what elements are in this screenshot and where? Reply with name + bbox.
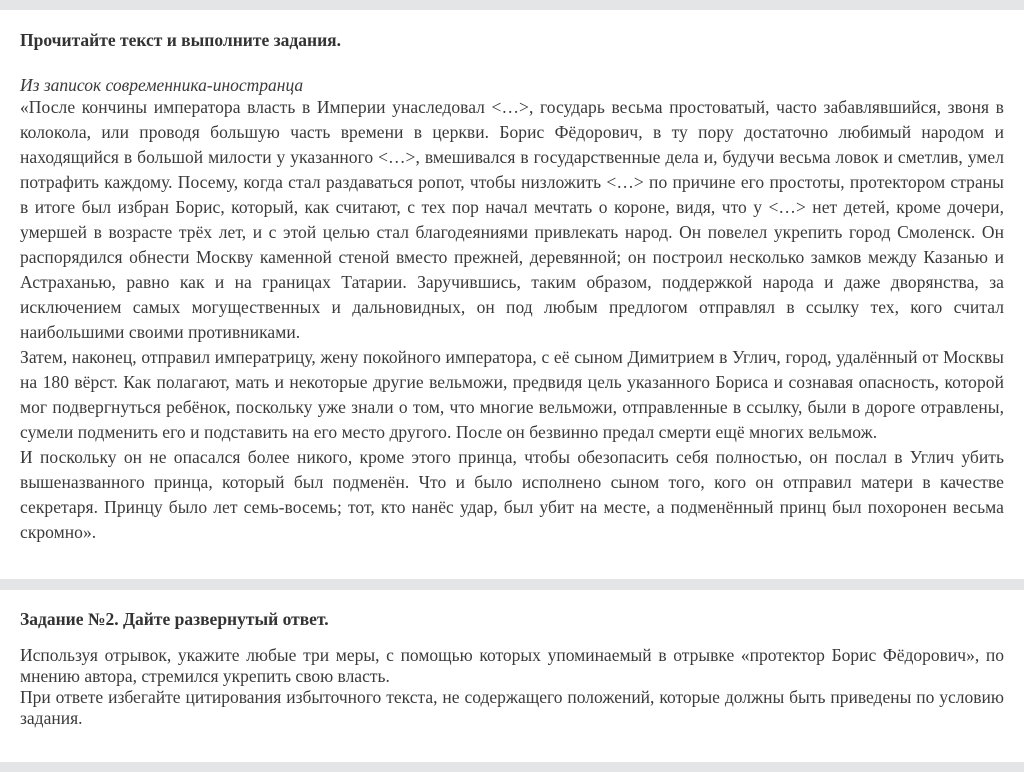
task-paragraph: При ответе избегайте цитирования избыточного текста, не содержащего положений, которые должны быть приведены по условию задания. xyxy=(20,687,1004,728)
reading-heading: Прочитайте текст и выполните задания. xyxy=(20,30,342,50)
task-heading: Задание №2. Дайте развернутый ответ. xyxy=(20,609,329,629)
source-text xyxy=(20,95,1004,545)
task-card xyxy=(0,590,1024,762)
source-paragraph: И поскольку он не опасался более никого, кроме этого принца, чтобы обезопасить себя полностью, он послал в Углич убить вышеназванного принца, который был подменён. Что и было исполнено сыном того, кого он отправил матери в качестве секретаря. Принцу было лет семь-восемь; тот, кто нанёс удар, был убит на месте, а подменённый принц был похоронен весьма скромно». xyxy=(20,447,1004,542)
reading-card xyxy=(0,10,1024,579)
task-paragraph: Используя отрывок, укажите любые три меры, с помощью которых упоминаемый в отрывке «протектор Борис Фёдорович», по мнению автора, стремился укрепить свою власть. xyxy=(20,645,1004,686)
task-text xyxy=(20,645,1004,729)
source-paragraph: «После кончины императора власть в Империи унаследовал <…>, государь весьма простоватый, часто забавлявшийся, звоня в колокола, или проводя большую часть времени в церкви. Борис Фёдорович, в ту пору достаточно любимый народом и находящийся в большой милости у указанного <…>, вмешивался в государственные дела и, будучи весьма ловок и сметлив, умел потрафить каждому. Посему, когда стал раздаваться ропот, чтобы низложить <…> по причине его простоты, протектором страны в итоге был избран Борис, который, как считают, с тех пор начал мечтать о короне, видя, что у <…> нет детей, кроме дочери, умершей в возрасте трёх лет, и с этой целью стал благодеяниями привлекать народ. Он повелел укрепить город Смоленск. Он распорядился обнести Москву каменной стеной вместо прежней, деревянной; он построил несколько замков между Казанью и Астраханью, равно как и на границах Татарии. Заручившись, таким образом, поддержкой народа и даже дворянства, за исключением самых могущественных и дальновидных, он под любым предлогом отправлял в ссылку тех, кого считал наибольшими своими противниками. xyxy=(20,97,1004,342)
source-paragraph: Затем, наконец, отправил императрицу, жену покойного императора, с её сыном Димитрием в Углич, город, удалённый от Москвы на 180 вёрст. Как полагают, мать и некоторые другие вельможи, предвидя цель указанного Бориса и сознавая опасность, которой мог подвергнуться ребёнок, поскольку уже знали о том, что многие вельможи, отправленные в ссылку, были в дороге отравлены, сумели подменить его и подставить на его место другого. После он безвинно предал смерти ещё многих вельмож. xyxy=(20,347,1004,442)
source-caption: Из записок современника-иностранца xyxy=(20,75,304,95)
